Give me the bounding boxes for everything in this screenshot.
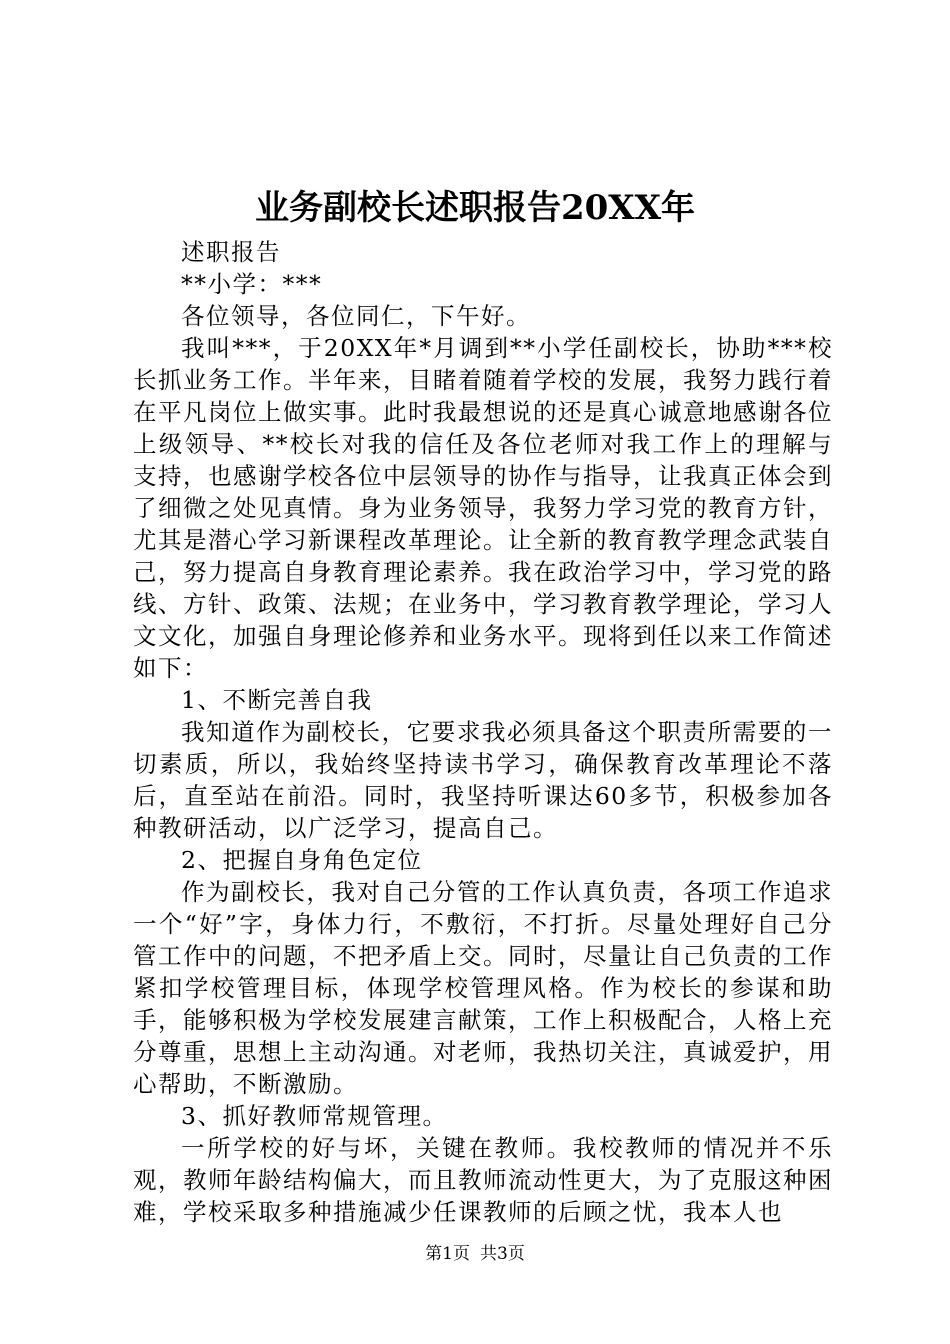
paragraph-introduction: 我叫***，于20XX年*月调到**小学任副校长，协助***校长抓业务工作。半年来，目睹着随着学校的发展，我努力践行着在平凡岗位上做实事。此时我最想说的还是真心诚意地感谢各位上级领导、**校长对我的信任及各位老师对我工作上的理解与支持，也感谢学校各位中层领导的协作与指导，让我真正体会到了细微之处见真情。身为业务领导，我努力学习党的教育方针，尤其是潜心学习新课程改革理论。让全新的教育教学理念武装自己，努力提高自身教育理论素养。我在政治学习中，学习党的路线、方针、政策、法规；在业务中，学习教育教学理论，学习人文文化，加强自身理论修养和业务水平。现将到任以来工作简述如下： (133, 334, 833, 682)
paragraph-section-2: 作为副校长，我对自己分管的工作认真负责，各项工作追求一个“好”字，身体力行，不敷衍，不打折。尽量处理好自己分管工作中的问题，不把矛盾上交。同时，尽量让自己负责的工作紧扣学校管理目标，体现学校管理风格。作为校长的参谋和助手，能够积极为学校发展建言献策，工作上积极配合，人格上充分尊重，思想上主动沟通。对老师，我热切关注，真诚爱护，用心帮助，不断激励。 (133, 878, 833, 1098)
document-title: 业务副校长述职报告20XX年 (254, 188, 696, 228)
paragraph-greeting: 各位领导，各位同仁，下午好。 (181, 302, 531, 330)
paragraph-section-1: 我知道作为副校长，它要求我必须具备这个职责所需要的一切素质，所以，我始终坚持读书学习，确保教育改革理论不落后，直至站在前沿。同时，我坚持听课达60多节，积极参加各种教研活动，以广泛学习，提高自己。 (133, 718, 833, 842)
paragraph-heading-label: 述职报告 (181, 238, 281, 266)
section-heading-2: 2、把握自身角色定位 (181, 846, 423, 874)
section-heading-1: 1、不断完善自我 (181, 686, 373, 714)
paragraph-author-line: **小学：*** (181, 270, 323, 298)
section-heading-3: 3、抓好教师常规管理。 (181, 1102, 448, 1130)
page-number: 第1页 (425, 1244, 470, 1264)
page-footer (0, 1242, 950, 1266)
document-body (133, 236, 833, 1228)
page-total: 共3页 (480, 1244, 525, 1264)
paragraph-section-3: 一所学校的好与坏，关键在教师。我校教师的情况并不乐观，教师年龄结构偏大，而且教师流动性更大，为了克服这种困难，学校采取多种措施减少任课教师的后顾之忧，我本人也 (133, 1134, 833, 1226)
